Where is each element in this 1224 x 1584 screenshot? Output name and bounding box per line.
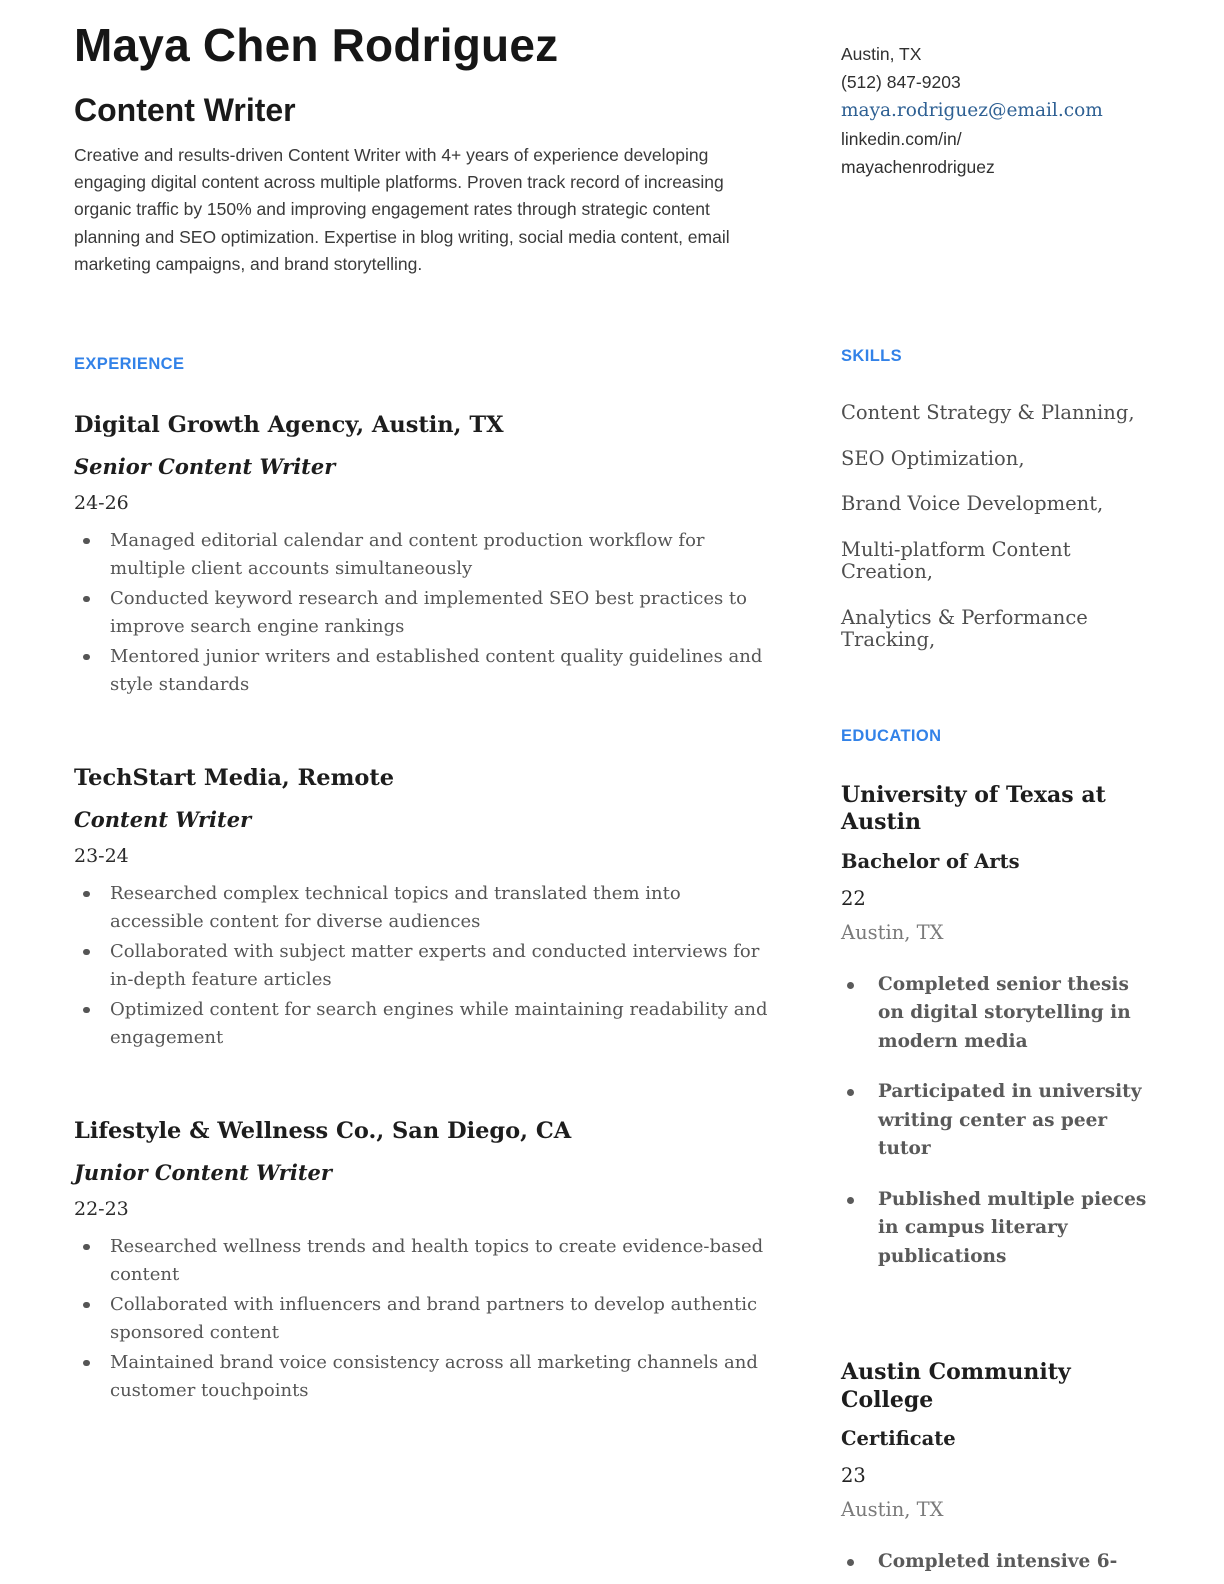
school-degree: Certificate	[841, 1427, 956, 1450]
experience-section-label: EXPERIENCE	[74, 355, 185, 374]
job-bullet: Maintained brand voice consistency across all marketing channels and customer touchpoints	[74, 1349, 777, 1404]
person-name: Maya Chen Rodriguez	[74, 19, 559, 71]
linkedin-url-line1: linkedin.com/in/	[841, 129, 962, 149]
main-column	[74, 0, 777, 1584]
school-degree: Bachelor of Arts	[841, 849, 1020, 873]
school-bullet-list	[841, 971, 1151, 1272]
job-entry-techstart	[74, 764, 777, 1051]
skill-item: Content Strategy & Planning,	[841, 401, 1135, 424]
job-role: Junior Content Writer	[74, 1160, 332, 1186]
school-bullet: Completed intensive 6-	[841, 1548, 1151, 1577]
job-dates: 23-24	[74, 845, 129, 868]
school-bullet: Participated in university writing center as peer tutor	[841, 1078, 1151, 1164]
job-company: TechStart Media, Remote	[74, 765, 395, 792]
contact-block	[841, 40, 1151, 181]
email-link[interactable]: maya.rodriguez@email.com	[841, 100, 1103, 121]
job-role: Content Writer	[74, 807, 252, 833]
school-location: Austin, TX	[841, 1498, 944, 1521]
job-bullet: Collaborated with subject matter experts and conducted interviews for in-depth feature articles	[74, 938, 777, 993]
sidebar-column	[841, 0, 1151, 1584]
school-entry-ut-austin	[841, 782, 1151, 1272]
job-bullet-list	[74, 880, 777, 1051]
school-location: Austin, TX	[841, 920, 944, 944]
school-bullet: Completed senior thesis on digital storytelling in modern media	[841, 971, 1151, 1057]
skill-item: Brand Voice Development,	[841, 492, 1104, 515]
linkedin-url-line2: mayachenrodriguez	[841, 157, 995, 177]
school-entry-austin-cc	[841, 1359, 1151, 1577]
school-year: 23	[841, 1464, 866, 1487]
job-bullet: Conducted keyword research and implemented SEO best practices to improve search engine rankings	[74, 585, 777, 640]
skill-item: SEO Optimization,	[841, 446, 1025, 470]
job-bullet-list	[74, 1233, 777, 1404]
job-entry-digital-growth	[74, 411, 777, 698]
job-bullet: Collaborated with influencers and brand partners to develop authentic sponsored content	[74, 1291, 777, 1346]
contact-phone: (512) 847-9203	[841, 72, 961, 92]
school-bullet: Published multiple pieces in campus literary publications	[841, 1186, 1151, 1272]
skill-item: Analytics & Performance Tracking,	[841, 605, 1088, 651]
job-dates: 22-23	[74, 1198, 129, 1221]
job-bullet: Mentored junior writers and established content quality guidelines and style standards	[74, 643, 777, 698]
education-section-label: EDUCATION	[841, 726, 942, 745]
job-role: Senior Content Writer	[74, 454, 336, 480]
skill-item: Multi-platform Content Creation,	[841, 537, 1071, 583]
job-bullet: Researched wellness trends and health topics to create evidence-based content	[74, 1233, 777, 1288]
summary-paragraph: Creative and results-driven Content Writer with 4+ years of experience developing engaging digital content across multiple platforms. Proven track record of increasing organic traffic by 150% and improving engagement rates through strategic content planning and SEO optimization. Expertise in blog writing, social media content, email marketing campaigns, and brand storytelling.	[74, 145, 730, 274]
school-year: 22	[841, 886, 866, 910]
school-name: Austin Community College	[841, 1359, 1071, 1413]
job-bullet: Researched complex technical topics and translated them into accessible content for diverse audiences	[74, 880, 777, 935]
job-company: Lifestyle & Wellness Co., San Diego, CA	[74, 1118, 572, 1145]
contact-location: Austin, TX	[841, 44, 922, 64]
job-bullet: Optimized content for search engines while maintaining readability and engagement	[74, 996, 777, 1051]
job-entry-lifestyle-wellness	[74, 1117, 777, 1404]
school-name: University of Texas at Austin	[841, 781, 1106, 835]
school-bullet-list	[841, 1548, 1151, 1577]
job-bullet: Managed editorial calendar and content production workflow for multiple client accounts simultaneously	[74, 527, 777, 582]
job-bullet-list	[74, 527, 777, 698]
skills-section-label: SKILLS	[841, 347, 903, 365]
job-dates: 24-26	[74, 492, 129, 515]
person-title: Content Writer	[74, 92, 296, 128]
job-company: Digital Growth Agency, Austin, TX	[74, 412, 504, 439]
